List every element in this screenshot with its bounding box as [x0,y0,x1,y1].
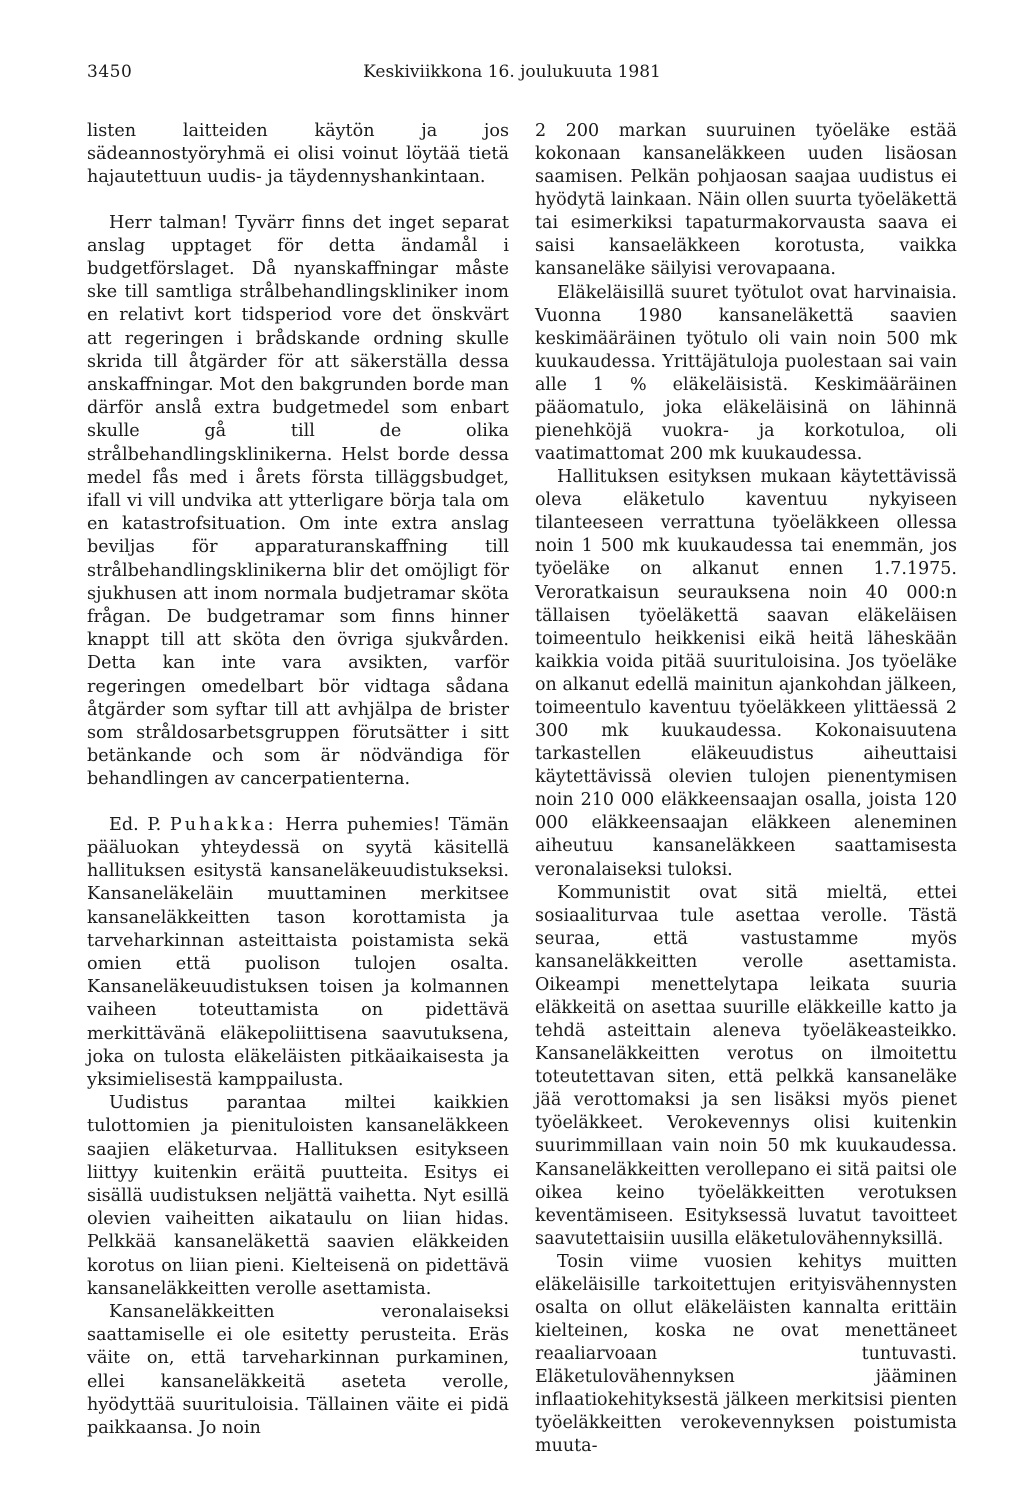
running-head: Keskiviikkona 16. joulukuuta 1981 [363,62,661,82]
left-paragraph-4: Uudistus parantaa miltei kaikkien tulottomien ja pienituloisten kansaneläkkeen saajien eläketurvaa. Hallituksen esitykseen liittyy kuitenkin eräitä puutteita. Esitys ei sisällä uudistuksen neljättä vaihetta. Nyt esillä olevien vaiheitten aikataulu on liian hidas. Pelkkää kansaneläkettä saavien eläkkeiden korotus on liian pieni. Kielteisenä on pidettävä kansaneläkkeitten verolle asettamista. [87,1093,509,1299]
page-header [0,62,1024,86]
left-column [87,120,509,1440]
page-number: 3450 [87,62,133,82]
right-column [535,120,957,1459]
left-paragraph-1: listen laitteiden käytön ja jos sädeannostyöryhmä ei olisi voinut löytää tietä hajautettuun uudis- ja täydennyshankintaan. [87,121,509,188]
speaker-prefix: Ed. P. [109,814,162,835]
left-paragraph-2: Herr talman! Tyvärr finns det inget separat anslag upptaget för detta ändamål i budgetförslaget. Då nyanskaffningar måste ske till samtliga strålbehandlingskliniker inom en relativt kort tidsperiod vore det önskvärt att regeringen i brådskande ordning skulle skrida till åtgärder för att säkerställa dessa anskaffningar. Mot den bakgrunden borde man därför anslå extra budgetmedel som enbart skulle gå till de olika strålbehandlingsklinikerna. Helst borde dessa medel fås med i årets första tilläggsbudget, ifall vi vill undvika att ytterligare börja tala om en katastrofsituation. Om inte extra anslag beviljas för apparaturanskaffning till strålbehandlingsklinikerna blir det omöjligt för sjukhusen att inom normala budjetramar sköta frågan. De budgetramar som finns hinner knappt till att sköta den övriga sjukvården. Detta kan inte vara avsikten, varför regeringen omedelbart bör vidtaga sådana åtgärder som syftar till att avhjälpa de brister som stråldosarbetsgruppen förutsätter i sitt betänkande och som är nödvändiga för behandlingen av cancerpatienterna. [87,212,509,790]
right-paragraph-1: 2 200 markan suuruinen työeläke estää kokonaan kansaneläkkeen uuden lisäosan saamisen. Pelkän pohjaosan saajaa uudistus ei hyödytä lainkaan. Näin ollen suurta työeläkettä tai esimerkiksi tapaturmakorvausta saava ei saisi kansaeläkkeen korotusta, vaikka kansaneläke säilyisi verovapaana. [535,121,957,280]
left-paragraph-3 [87,814,509,1092]
right-paragraph-2: Eläkeläisillä suuret työtulot ovat harvinaisia. Vuonna 1980 kansaneläkettä saavien keskimääräinen työtulo oli vain noin 500 mk kuukaudessa. Yrittäjätuloja puolestaan sai vain alle 1 % eläkeläisistä. Keskimääräinen pääomatulo, joka eläkeläisinä on lähinnä pienehköjä vuokra- ja korkotuloa, oli vaatimattomat 200 mk kuukaudessa. [535,282,957,465]
left-paragraph-5: Kansaneläkkeitten veronalaiseksi saattamiselle ei ole esitetty perusteita. Eräs väite on, että tarveharkinnan purkaminen, ellei kansaneläkkeitä aseteta verolle, hyödyttää suurituloisia. Tällainen väite ei pidä paikkaansa. Jo noin [87,1301,509,1438]
speech-body: Herra puhemies! Tämän pääluokan yhteydessä on syytä käsitellä hallituksen esitystä kansaneläkeuudistukseksi. Kansaneläkeläin muuttaminen merkitsee kansaneläkkeitten tason korottamista ja tarveharkinnan asteittaista poistamista sekä omien että puolison tulojen osalta. Kansaneläkeuudistuksen toisen ja kolmannen vaiheen toteuttamista on pidettävä merkittävänä eläkepoliittisena saavutuksena, joka on tulosta eläkeläisten pitkäaikaisesta ja yksimielisestä kamppailusta. [87,814,510,1090]
right-paragraph-4: Kommunistit ovat sitä mieltä, ettei sosiaaliturvaa tule asettaa verolle. Tästä seuraa, että vastustamme myös kansaneläkkeitten verolle asettamista. Oikeampi menettelytapa leikata suuria eläkkeitä on asettaa suurille eläkkeille katto ja tehdä asteittain aleneva työeläkeasteikko. Kansaneläkkeitten verotus on ilmoitettu toteutettavan siten, että pelkkä kansaneläke jää verottomaksi ja sen lisäksi myös pienet työeläkkeet. Verokevennys olisi kuitenkin suurimmillaan vain noin 50 mk kuukaudessa. Kansaneläkkeitten verollepano ei sitä paitsi ole oikea keino työeläkkeitten verotuksen keventämiseen. Esityksessä luvatut tavoitteet saavutettaisiin uusilla eläketulovähennyksillä. [535,882,957,1249]
speaker-name: Puhakka: [169,814,277,835]
right-paragraph-3: Hallituksen esityksen mukaan käytettävissä oleva eläketulo kaventuu nykyiseen tilanteeseen verrattuna työeläkkeen ollessa noin 1 500 mk kuukaudessa tai enemmän, jos työeläke on alkanut ennen 1.7.1975. Veroratkaisun seurauksena noin 40 000:n tällaisen työeläkettä saavan eläkeläisen toimeentulo heikkenisi eikä heitä läheskään kaikkia voida pitää suurituloisina. Jos työeläke on alkanut edellä mainitun ajankohdan jälkeen, toimeentulo kaventuu työeläkkeen ylittäessä 2 300 mk kuukaudessa. Kokonaisuutena tarkastellen eläkeuudistus aiheuttaisi käytettävissä olevien tulojen pienentymisen noin 210 000 eläkkeensaajan osalla, joista 120 000 eläkkeensaajan eläkkeen aleneminen aiheutuu kansaneläkkeen saattamisesta veronalaiseksi tuloksi. [535,467,957,880]
right-paragraph-5: Tosin viime vuosien kehitys muitten eläkeläisille tarkoitettujen erityisvähennysten osalta on ollut eläkeläisten kannalta erittäin kielteinen, koska ne ovat menettäneet reaaliarvoaan tuntuvasti. Eläketulovähennyksen jääminen inflaatiokehityksestä jälkeen merkitsisi pienten työeläkkeitten verokevennyksen poistumista muuta- [535,1251,957,1457]
